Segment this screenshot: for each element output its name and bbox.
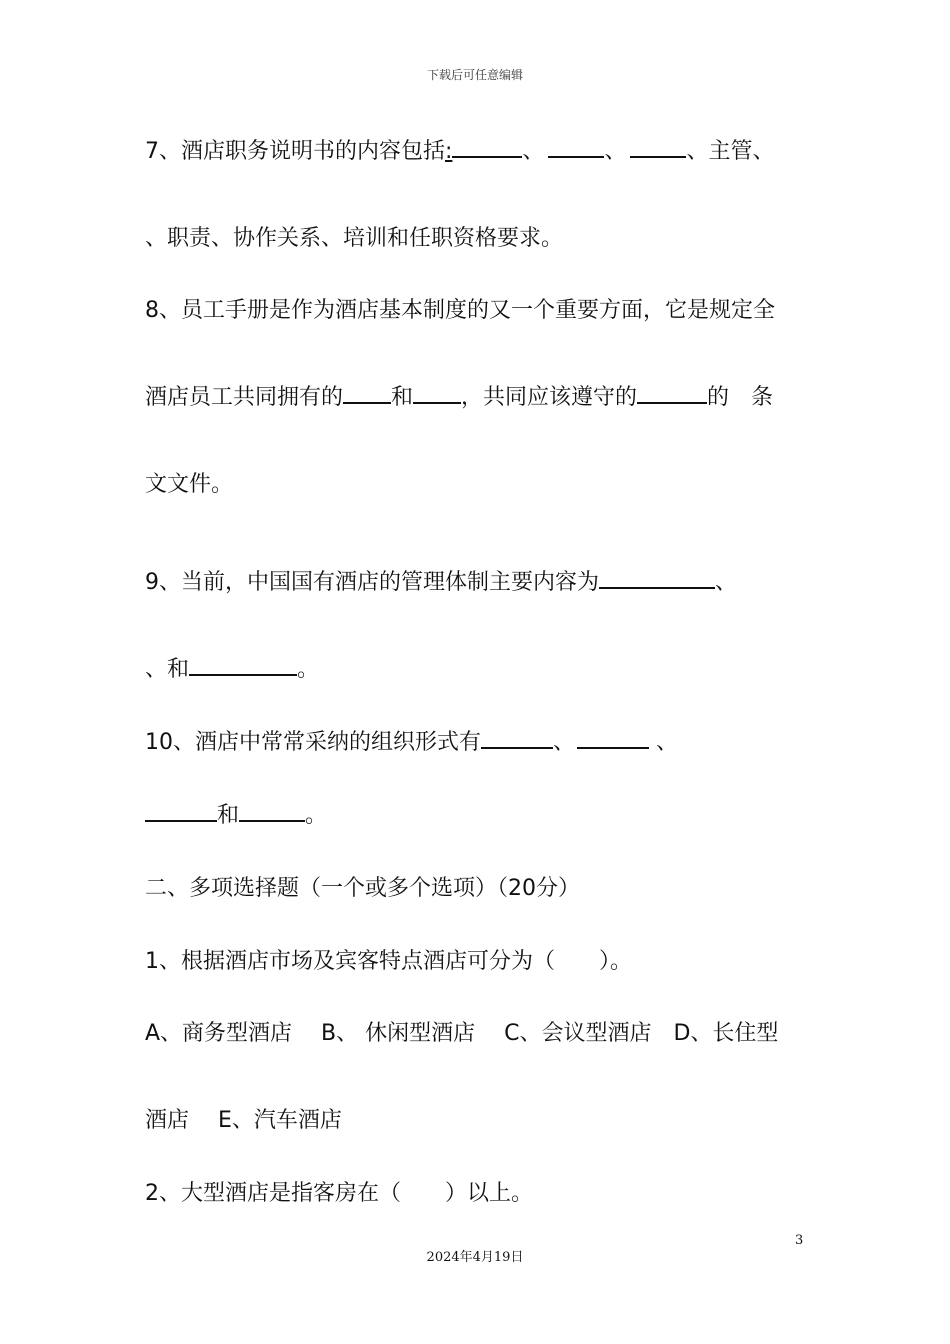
question-8-line-3: 文文件。 <box>145 472 234 497</box>
question-8-text: 的 条 <box>707 385 774 410</box>
mc-question-1-options-line-1: A、商务型酒店 B、 休闲型酒店 C、会议型酒店 D、长住型 <box>145 1021 779 1046</box>
separator: 、 <box>522 139 545 164</box>
question-7-text: 7、酒店职务说明书的内容包括 <box>145 139 445 164</box>
question-10-line-2 <box>145 801 825 831</box>
blank <box>548 138 604 158</box>
question-7-trailing-text: 、主管、 <box>686 139 775 164</box>
mc-question-1-options-line-2: 酒店 E、汽车酒店 <box>145 1108 342 1133</box>
question-7-colon: : <box>445 139 453 164</box>
question-8-line-1: 8、员工手册是作为酒店基本制度的又一个重要方面，它是规定全 <box>145 298 775 323</box>
conjunction: 和 <box>391 385 414 410</box>
question-10-text: 10、酒店中常常采纳的组织形式有 <box>145 730 481 755</box>
page-number: 3 <box>795 1233 804 1248</box>
question-7-line-1 <box>145 137 825 167</box>
conjunction: 和 <box>217 803 240 828</box>
blank <box>577 729 649 749</box>
blank <box>637 384 707 404</box>
question-9-text: 9、当前，中国国有酒店的管理体制主要内容为 <box>145 570 599 595</box>
blank <box>239 802 305 822</box>
blank <box>189 656 297 676</box>
period: 。 <box>305 803 328 828</box>
blank <box>599 569 715 589</box>
question-10-line-1 <box>145 728 825 758</box>
page-header: 下载后可任意编辑 <box>426 68 523 82</box>
question-8-text: 酒店员工共同拥有的 <box>145 385 344 410</box>
mc-question-2: 2、大型酒店是指客房在（ ）以上。 <box>145 1181 533 1206</box>
blank <box>630 138 686 158</box>
question-8-text: ，共同应该遵守的 <box>461 385 638 410</box>
question-9-line-2 <box>145 655 825 685</box>
question-9-line-1 <box>145 568 825 598</box>
section-2-title: 二、多项选择题（一个或多个选项）（20分） <box>145 876 580 901</box>
question-9-text: 、和 <box>145 657 190 682</box>
question-8-line-2 <box>145 383 825 413</box>
separator: 、 <box>553 730 576 755</box>
separator: 、 <box>715 570 738 595</box>
blank <box>481 729 553 749</box>
blank <box>343 384 391 404</box>
separator: 、 <box>649 730 679 755</box>
page-footer-date: 2024年4月19日 <box>426 1250 524 1265</box>
mc-question-1: 1、根据酒店市场及宾客特点酒店可分为（ ）。 <box>145 949 632 974</box>
blank <box>145 802 217 822</box>
blank <box>452 138 522 158</box>
period: 。 <box>297 657 320 682</box>
separator: 、 <box>604 139 627 164</box>
question-7-line-2: 、职责、协作关系、培训和任职资格要求。 <box>145 226 564 251</box>
blank <box>413 384 461 404</box>
